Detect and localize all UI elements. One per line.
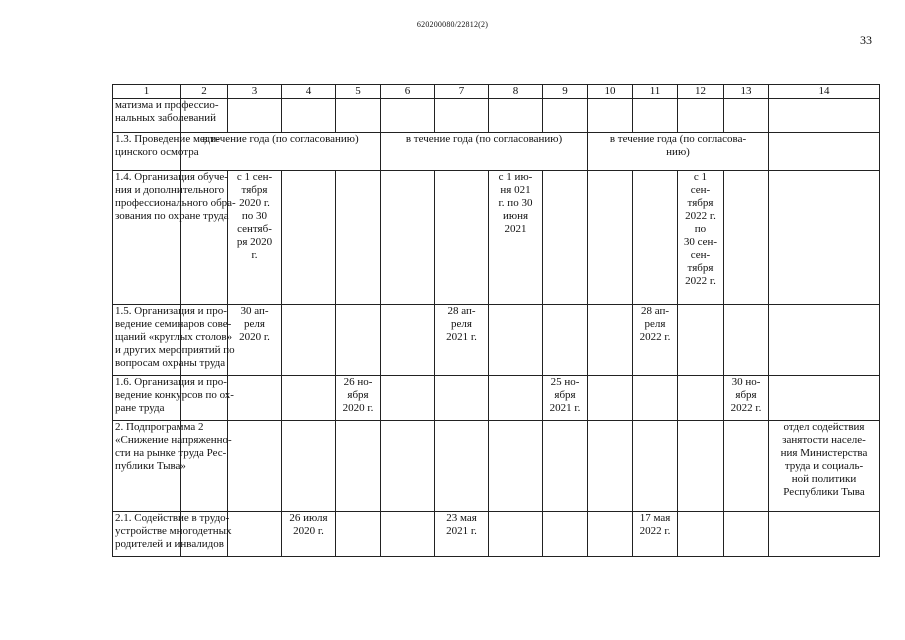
date-cell [633,305,678,376]
date-line: 30 сен- [683,236,718,248]
executor-line: Республики Тыва [783,486,865,498]
date-line: реля [644,318,666,330]
column-number: 8 [489,85,543,99]
table-row [113,512,880,557]
activity-name-line: 1.4. Организация обуче- [115,171,228,183]
date-line: с 1 ию- [498,171,533,183]
column-number: 4 [282,85,336,99]
date-line: ября [554,389,576,401]
activity-name-line: ране труда [115,402,165,414]
column-number: 5 [336,85,381,99]
activity-name-line: зования по охране труда [115,210,229,222]
responsible-executor-cell [769,421,880,512]
date-line: г. [251,249,258,261]
activity-name-line: ния и дополнительного [115,184,225,196]
executor-line: труда и социаль- [784,460,864,472]
date-line: по 30 [241,210,268,222]
column-number-row [113,85,880,99]
date-line: 2022 г. [685,210,716,222]
executor-line: отдел содействия [783,421,865,433]
date-cell [228,171,282,305]
activity-name-cell [113,133,220,171]
executor-line: ния Министерства [780,447,868,459]
activity-name-cell [113,421,232,512]
activity-name-line: 2.1. Содействие в трудо- [115,512,230,524]
activity-name-line: профессионального обра- [115,197,236,209]
document-registration-number: 620200080/22812(2) [416,20,489,29]
table-row [113,171,880,305]
date-line: 2020 г. [239,331,270,343]
date-line: с 1 сен- [236,171,273,183]
date-line: 28 ап- [447,305,476,317]
column-number: 14 [769,85,880,99]
date-cell [282,512,336,557]
column-number: 9 [543,85,588,99]
activity-name-line: 1.6. Организация и про- [115,376,227,388]
activity-name-line: нальных заболеваний [115,112,217,124]
date-line: 26 но- [343,376,373,388]
date-cell [435,512,489,557]
date-line: по [694,223,707,235]
date-line: сен- [690,249,711,261]
schedule-table [112,84,880,557]
activity-name-line: вопросам охраны труда [115,357,226,369]
activity-name-line: 1.5. Организация и про- [115,305,227,317]
column-number: 10 [588,85,633,99]
date-line: ября [347,389,369,401]
period-text: в течение года (по согласова- [609,133,747,145]
table-row [113,376,880,421]
date-line: 2021 [504,223,527,235]
activity-name-line: щаний «круглых столов» [115,331,233,343]
period-2022-cell [588,133,769,171]
period-text: нию) [666,146,690,158]
date-line: 30 но- [731,376,761,388]
activity-name-line: матизма и профессио- [115,99,219,111]
activity-name-cell [113,99,219,133]
activity-name-cell [113,512,232,557]
date-cell [543,376,588,421]
date-line: 2021 г. [446,525,477,537]
executor-line: ной политики [791,473,857,485]
date-line: тября [241,184,268,196]
date-cell [435,305,489,376]
activity-name-line: и других мероприятий по [115,344,235,356]
activity-name-line: сти на рынке труда Рес- [115,447,227,459]
date-cell [228,305,282,376]
column-number: 3 [228,85,282,99]
column-number: 11 [633,85,678,99]
table-row [113,421,880,512]
column-number: 2 [181,85,228,99]
date-line: 17 мая [639,512,671,524]
activity-name-line: ведение конкурсов по ох- [115,389,234,401]
period-2020-cell [181,133,381,171]
activity-name-cell [113,376,234,421]
date-line: с 1 [693,171,708,183]
date-line: 25 но- [550,376,580,388]
period-2021-cell [381,133,588,171]
date-line: 2022 г. [639,331,671,343]
date-line: реля [451,318,472,330]
column-number: 13 [724,85,769,99]
activity-name-line: цинского осмотра [115,146,199,158]
date-line: тября [687,262,714,274]
date-line: 2022 г. [730,402,762,414]
date-line: 23 мая [446,512,477,524]
executor-line: занятости населе- [782,434,866,446]
date-line: тября [687,197,714,209]
date-line: сен- [690,184,711,196]
date-line: 2020 г. [239,197,270,209]
table-row [113,305,880,376]
table-row [113,133,880,171]
date-line: ря 2020 [236,236,273,248]
page-number: 33 [860,33,872,47]
date-line: г. по 30 [498,197,533,209]
date-line: 2020 г. [293,525,324,537]
date-cell [678,171,724,305]
activity-name-cell [113,171,236,305]
date-line: 2021 г. [446,331,477,343]
activity-name-line: 1.3. Проведение меди- [115,133,220,145]
date-line: ня 021 [500,184,531,196]
column-number: 12 [678,85,724,99]
activity-name-line: «Снижение напряженно- [115,434,232,446]
activity-name-line: публики Тыва» [115,460,186,472]
date-line: 30 ап- [240,305,269,317]
column-number: 6 [381,85,435,99]
date-line: сентяб- [237,223,272,235]
date-line: 28 ап- [640,305,670,317]
table-row [113,99,880,133]
date-cell [489,171,543,305]
date-cell [633,512,678,557]
activity-name-line: родителей и инвалидов [115,538,224,550]
date-line: реля [244,318,265,330]
activity-name-line: ведение семинаров сове- [115,318,232,330]
date-line: 2022 г. [685,275,716,287]
date-cell [724,376,769,421]
activity-name-cell [113,305,235,376]
date-line: 2022 г. [639,525,671,537]
activity-name-line: устройстве многодетных [115,525,232,537]
column-number: 7 [435,85,489,99]
period-text: в течение года (по согласованию) [405,133,563,145]
date-line: июня [502,210,529,222]
activity-name-line: 2. Подпрограмма 2 [115,421,204,433]
date-cell [336,376,381,421]
date-line: 2020 г. [342,402,374,414]
date-line: 26 июля [289,512,328,524]
date-line: 2021 г. [549,402,581,414]
date-line: ября [735,389,757,401]
column-number: 1 [113,85,181,99]
period-text: в течение года (по согласованию) [202,133,359,145]
